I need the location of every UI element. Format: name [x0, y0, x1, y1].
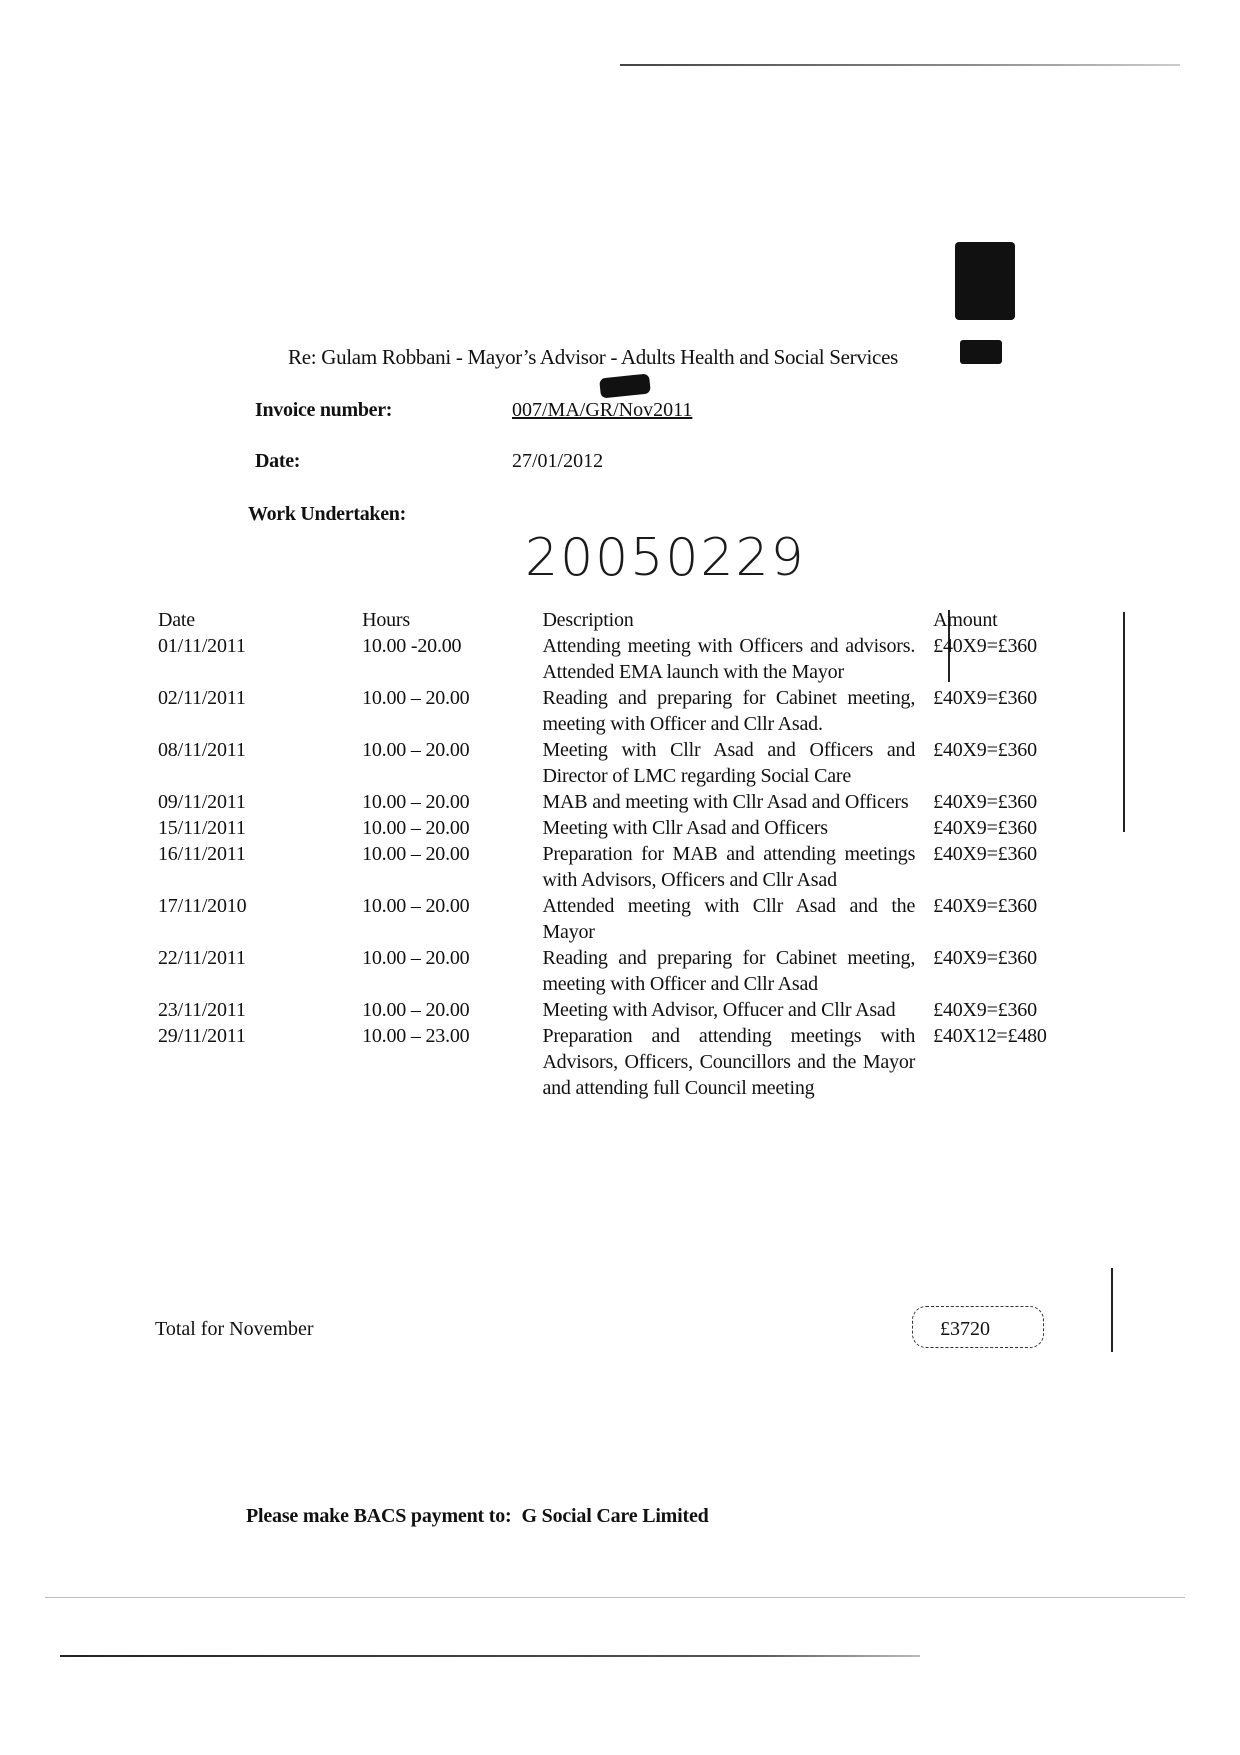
row-date: 17/11/2010 — [158, 895, 247, 917]
total-label: Total for November — [155, 1318, 314, 1340]
scan-line-middle — [45, 1597, 1185, 1598]
row-date: 02/11/2011 — [158, 687, 246, 709]
row-description: Attending meeting with Officers and advisors. Attended EMA launch with the Mayor — [542, 635, 916, 683]
work-table — [155, 607, 1095, 1101]
row-description: Meeting with Cllr Asad and Officers and Director of LMC regarding Social Care — [542, 739, 916, 787]
table-row — [155, 815, 1095, 841]
row-date: 08/11/2011 — [158, 739, 246, 761]
table-header-row — [155, 607, 1095, 633]
redaction-mark — [960, 340, 1002, 364]
table-row — [155, 737, 1095, 789]
table-row — [155, 841, 1095, 893]
page-title: Re: Gulam Robbani - Mayor’s Advisor - Adults Health and Social Services — [288, 345, 898, 369]
scan-line-top — [620, 64, 1180, 66]
date-value: 27/01/2012 — [512, 450, 604, 472]
row-date: 15/11/2011 — [158, 817, 246, 839]
row-description: Preparation and attending meetings with Advisors, Officers, Councillors and the Mayor and attending full Council meeting — [542, 1025, 916, 1099]
scan-line-bottom — [60, 1655, 920, 1657]
margin-bar — [1123, 612, 1125, 832]
row-amount: £40X9=£360 — [933, 817, 1037, 839]
row-amount: £40X9=£360 — [933, 843, 1037, 865]
row-amount: £40X9=£360 — [933, 999, 1037, 1021]
row-description: Attended meeting with Cllr Asad and the Mayor — [542, 895, 916, 943]
row-date: 16/11/2011 — [158, 843, 246, 865]
row-hours: 10.00 – 20.00 — [362, 687, 470, 709]
table-row — [155, 997, 1095, 1023]
row-amount: £40X9=£360 — [933, 895, 1037, 917]
table-row — [155, 633, 1095, 685]
column-header-description: Description — [542, 609, 634, 631]
work-undertaken-label: Work Undertaken: — [248, 503, 406, 525]
payment-company: G Social Care Limited — [521, 1505, 709, 1527]
row-amount: £40X9=£360 — [933, 791, 1037, 813]
row-description: Meeting with Advisor, Offucer and Cllr Asad — [542, 999, 896, 1021]
table-row — [155, 1023, 1095, 1101]
row-date: 29/11/2011 — [158, 1025, 246, 1047]
row-amount: £40X9=£360 — [933, 635, 1037, 657]
row-hours: 10.00 – 20.00 — [362, 999, 470, 1021]
handwritten-reference: 20050229 — [525, 528, 806, 588]
row-date: 01/11/2011 — [158, 635, 246, 657]
row-amount: £40X12=£480 — [933, 1025, 1047, 1047]
column-header-date: Date — [158, 609, 195, 631]
row-description: Meeting with Cllr Asad and Officers — [542, 817, 828, 839]
row-hours: 10.00 – 20.00 — [362, 843, 470, 865]
payment-label: Please make BACS payment to: — [246, 1505, 512, 1527]
row-date: 22/11/2011 — [158, 947, 246, 969]
column-header-amount: Amount — [933, 609, 998, 631]
row-hours: 10.00 -20.00 — [362, 635, 462, 657]
row-description: MAB and meeting with Cllr Asad and Officers — [542, 791, 909, 813]
total-value: £3720 — [940, 1318, 990, 1340]
redaction-mark — [599, 373, 651, 398]
invoice-number-value: 007/MA/GR/Nov2011 — [512, 399, 693, 421]
row-hours: 10.00 – 20.00 — [362, 817, 470, 839]
payment-instruction — [246, 1505, 709, 1528]
row-amount: £40X9=£360 — [933, 739, 1037, 761]
row-date: 09/11/2011 — [158, 791, 246, 813]
invoice-number-label: Invoice number: — [255, 399, 393, 421]
date-label: Date: — [255, 450, 301, 472]
margin-bar — [1111, 1268, 1113, 1352]
row-hours: 10.00 – 20.00 — [362, 895, 470, 917]
row-hours: 10.00 – 20.00 — [362, 947, 470, 969]
row-amount: £40X9=£360 — [933, 947, 1037, 969]
column-header-hours: Hours — [362, 609, 410, 631]
row-hours: 10.00 – 23.00 — [362, 1025, 470, 1047]
table-row — [155, 893, 1095, 945]
row-description: Reading and preparing for Cabinet meeting, meeting with Officer and Cllr Asad — [542, 947, 916, 995]
row-hours: 10.00 – 20.00 — [362, 739, 470, 761]
table-row — [155, 789, 1095, 815]
row-hours: 10.00 – 20.00 — [362, 791, 470, 813]
row-description: Preparation for MAB and attending meetings with Advisors, Officers and Cllr Asad — [542, 843, 916, 891]
row-amount: £40X9=£360 — [933, 687, 1037, 709]
row-description: Reading and preparing for Cabinet meeting, meeting with Officer and Cllr Asad. — [542, 687, 916, 735]
table-row — [155, 945, 1095, 997]
table-row — [155, 685, 1095, 737]
redaction-mark — [955, 242, 1015, 320]
row-date: 23/11/2011 — [158, 999, 246, 1021]
